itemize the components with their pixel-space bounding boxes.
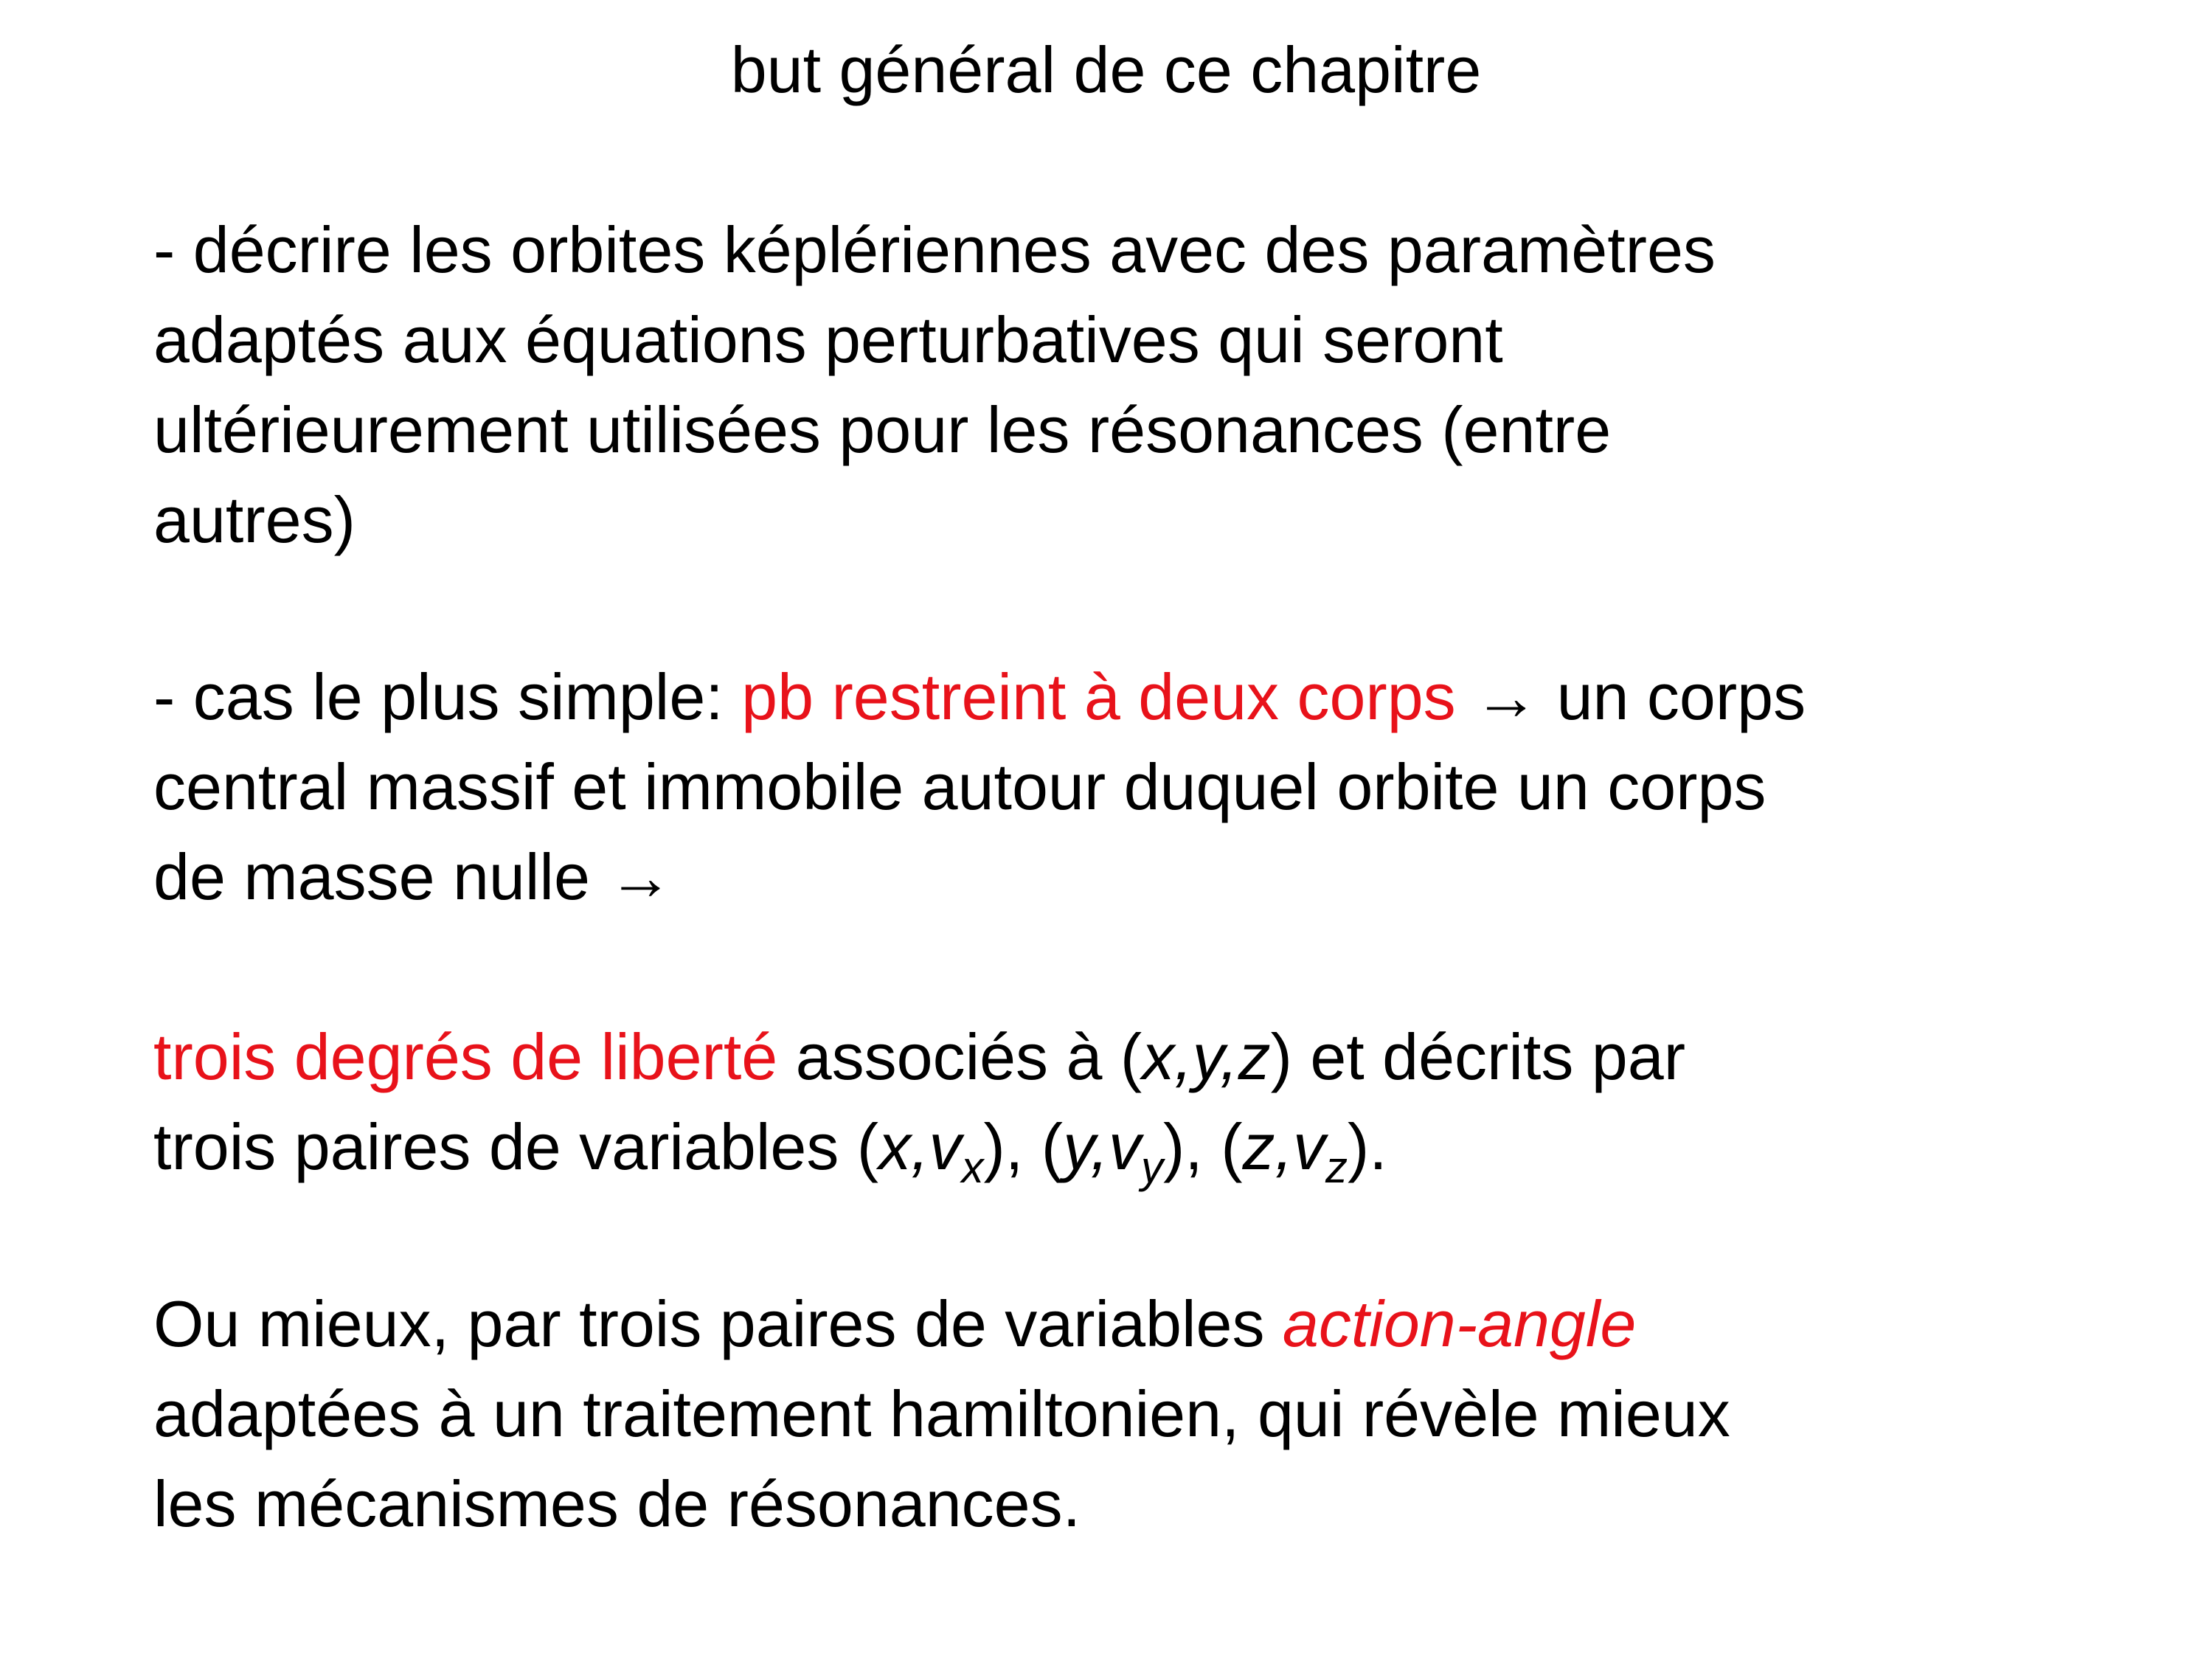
text-line: adaptés aux équations perturbatives qui seront — [153, 303, 1503, 376]
text-run: ). — [1347, 1110, 1387, 1183]
math-z-vz: z,v — [1242, 1110, 1325, 1183]
paragraph-action-angle — [153, 1279, 2145, 1549]
text-line — [153, 652, 2145, 742]
subscript-y: y — [1140, 1143, 1163, 1192]
text-line: adaptées à un traitement hamiltonien, qui révèle mieux — [153, 1377, 1730, 1450]
text-line: - décrire les orbites képlériennes avec des paramètres — [153, 213, 1716, 286]
subscript-z: z — [1325, 1143, 1348, 1192]
highlight-action-angle: action-angle — [1282, 1287, 1637, 1360]
text-line: autres) — [153, 483, 356, 556]
text-line — [153, 1279, 2145, 1369]
paragraph-simple-case — [153, 652, 2145, 922]
subscript-x: x — [961, 1143, 984, 1192]
text-run: associés à ( — [777, 1020, 1143, 1093]
math-xyz: x,y,z — [1142, 1020, 1271, 1093]
text-line — [153, 1012, 2145, 1102]
text-run: ), ( — [983, 1110, 1064, 1183]
math-x-vx: x,v — [878, 1110, 962, 1183]
text-line: les mécanismes de résonances. — [153, 1467, 1081, 1540]
text-line: de masse nulle → — [153, 840, 673, 913]
text-run: → un corps — [1455, 660, 1806, 733]
text-line: central massif et immobile autour duquel orbite un corps — [153, 750, 1767, 823]
text-run: ) et décrits par — [1270, 1020, 1685, 1093]
paragraph-degrees-of-freedom — [153, 1012, 2145, 1192]
text-line: ultérieurement utilisées pour les résonances (entre — [153, 393, 1612, 466]
highlight-restricted-two-body: pb restreint à deux corps — [741, 660, 1456, 733]
text-line — [153, 1102, 2145, 1192]
math-y-vy: y,v — [1063, 1110, 1141, 1183]
highlight-degrees-of-freedom: trois degrés de liberté — [153, 1020, 778, 1093]
text-run: ), ( — [1162, 1110, 1243, 1183]
paragraph-goal — [153, 205, 2145, 565]
text-run: Ou mieux, par trois paires de variables — [153, 1287, 1283, 1360]
text-run: - cas le plus simple: — [153, 660, 742, 733]
text-run: trois paires de variables ( — [153, 1110, 879, 1183]
slide-title: but général de ce chapitre — [730, 33, 1482, 106]
